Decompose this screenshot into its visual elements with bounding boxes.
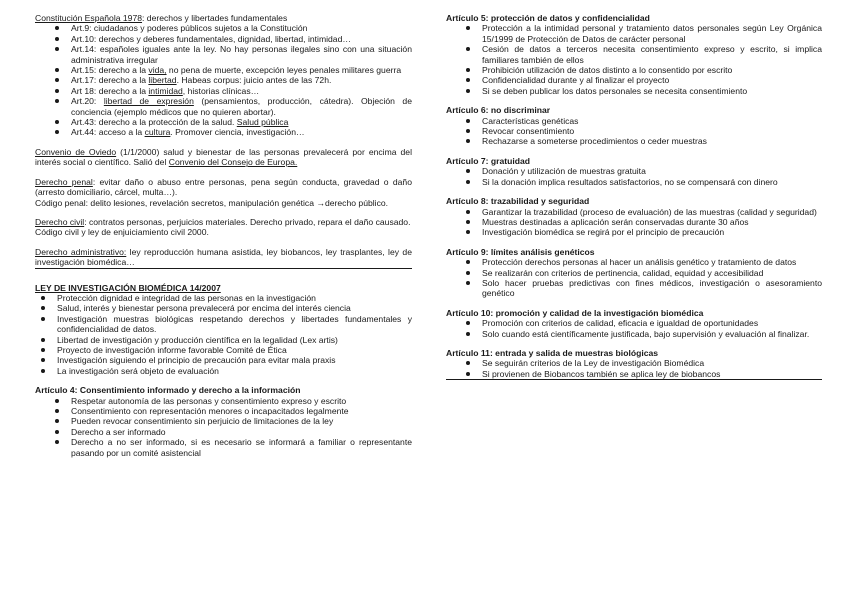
art10-section [446, 308, 822, 339]
art6-section [446, 105, 822, 147]
ley-list [35, 293, 412, 376]
list-item: Investigación biomédica se regirá por el principio de precaución [446, 227, 822, 237]
art4-section [35, 385, 412, 458]
list-item: Protección a la intimidad personal y tratamiento datos personales según Ley Orgánica 15/1999 de Protección de Datos de carácter personal [446, 23, 822, 44]
list-item: Confidencialidad durante y al finalizar el proyecto [446, 75, 822, 85]
art8-list [446, 207, 822, 238]
list-item: Si la donación implica resultados satisfactorios, no se compensará con dinero [446, 177, 822, 187]
right-column [446, 13, 822, 380]
list-item: Respetar autonomía de las personas y consentimiento expreso y escrito [35, 396, 412, 406]
list-item: La investigación será objeto de evaluación [35, 366, 412, 376]
list-item: Art.44: acceso a la cultura. Promover ciencia, investigación… [35, 127, 412, 137]
list-item: Art.15: derecho a la vida, no pena de muerte, excepción leyes penales militares guerra [35, 65, 412, 75]
list-item: Investigación muestras biológicas respetando derechos y libertades fundamentales y confidencialidad de datos. [35, 314, 412, 335]
list-item: Revocar consentimiento [446, 126, 822, 136]
art8-title: Artículo 8: trazabilidad y seguridad [446, 196, 590, 207]
list-item: Pueden revocar consentimiento sin perjuicio de limitaciones de la ley [35, 416, 412, 426]
list-item: Libertad de investigación y producción científica en la legalidad (Lex artis) [35, 335, 412, 345]
administrativo-paragraph: Derecho administrativo: ley reproducción humana asistida, ley biobancos, ley trasplantes, ley de investigación biomédica… [35, 246, 412, 268]
list-item: Derecho a no ser informado, si es necesario se informará a familiar o representante pasando por un comité asistencial [35, 437, 412, 458]
list-item: Si provienen de Biobancos también se aplica ley de biobancos [446, 369, 822, 380]
list-item: Art.10: derechos y deberes fundamentales, dignidad, libertad, intimidad… [35, 34, 412, 44]
art7-section [446, 156, 822, 187]
art4-list [35, 396, 412, 458]
administrativo-section [35, 247, 412, 269]
art11-title: Artículo 11: entrada y salida de muestras biológicas [446, 347, 659, 358]
oviedo-paragraph: Convenio de Oviedo (1/1/2000) salud y bienestar de las personas prevalecerá por encima del interés social o científico. Salió del Convenio del Consejo de Europa. [35, 146, 412, 168]
art6-title: Artículo 6: no discriminar [446, 105, 551, 116]
list-item: Se seguirán criterios de la Ley de investigación Biomédica [446, 358, 822, 368]
list-item: Solo hacer pruebas predictivas con fines médicos, investigación o asesoramiento genético [446, 278, 822, 299]
list-item: Solo cuando está científicamente justificada, bajo supervisión y evaluación al finalizar. [446, 329, 822, 339]
art10-title: Artículo 10: promoción y calidad de la investigación biomédica [446, 307, 704, 318]
list-item: Salud, interés y bienestar persona prevalecerá por encima del interés ciencia [35, 303, 412, 313]
list-item: Art.43: derecho a la protección de la salud. Salud pública [35, 117, 412, 127]
art9-section [446, 247, 822, 299]
art11-list [446, 358, 822, 380]
penal-paragraph: Derecho penal: evitar daño o abuso entre personas, pena según conducta, gravedad o daño (arresto domiciliario, cárcel, multa…). [35, 176, 412, 198]
list-item: Características genéticas [446, 116, 822, 126]
left-column [35, 13, 412, 458]
list-item: Donación y utilización de muestras gratuita [446, 166, 822, 176]
art5-title: Artículo 5: protección de datos y confidencialidad [446, 13, 650, 23]
list-item: Consentimiento con representación menores o incapacitados legalmente [35, 406, 412, 416]
constitucion-subtitle: : derechos y libertades fundamentales [142, 13, 288, 23]
list-item: Se realizarán con criterios de pertinencia, calidad, equidad y accesibilidad [446, 268, 822, 278]
art8-section [446, 196, 822, 238]
penal-section [35, 177, 412, 208]
list-item: Cesión de datos a terceros necesita consentimiento expreso y escrito, si implica familiares también de ellos [446, 44, 822, 65]
penal-code: Código penal: delito lesiones, revelación secretos, manipulación genética →derecho público. [35, 197, 389, 208]
art5-list [446, 23, 822, 96]
art4-title: Artículo 4: Consentimiento informado y derecho a la información [35, 385, 301, 396]
art5-section [446, 13, 822, 96]
list-item: Protección derechos personas al hacer un análisis genético y tratamiento de datos [446, 257, 822, 267]
list-item: Prohibición utilización de datos distinto a lo consentido por escrito [446, 65, 822, 75]
list-item: Derecho a ser informado [35, 427, 412, 437]
list-item: Art.17: derecho a la libertad. Habeas corpus: juicio antes de las 72h. [35, 75, 412, 85]
list-item: Art 18: derecho a la intimidad, historias clínicas… [35, 86, 412, 96]
list-item: Promoción con criterios de calidad, eficacia e igualdad de oportunidades [446, 318, 822, 328]
constitucion-heading [35, 13, 412, 23]
ley-section [35, 283, 412, 377]
constitucion-section [35, 13, 412, 138]
ley-title: LEY DE INVESTIGACIÓN BIOMÉDICA 14/2007 [35, 282, 221, 293]
list-item: Garantizar la trazabilidad (proceso de evaluación) de las muestras (calidad y seguridad) [446, 207, 822, 217]
list-item: Proyecto de investigación informe favorable Comité de Ética [35, 345, 412, 355]
art11-section [446, 348, 822, 380]
art9-list [446, 257, 822, 299]
list-item: Investigación siguiendo el principio de precaución para evitar mala praxis [35, 355, 412, 365]
oviedo-section [35, 147, 412, 168]
list-item: Muestras destinadas a aplicación serán conservadas durante 30 años [446, 217, 822, 227]
art9-title: Artículo 9: límites análisis genéticos [446, 246, 595, 257]
list-item: Art.14: españoles iguales ante la ley. No hay personas ilegales sino con una situación administrativa irregular [35, 44, 412, 65]
list-item: Protección dignidad e integridad de las personas en la investigación [35, 293, 412, 303]
art7-list [446, 166, 822, 187]
constitucion-title: Constitución Española 1978 [35, 13, 143, 23]
civil-code: Código civil y ley de enjuiciamiento civil 2000. [35, 227, 209, 238]
list-item: Rechazarse a someterse procedimientos o ceder muestras [446, 136, 822, 146]
art7-title: Artículo 7: gratuidad [446, 155, 531, 166]
constitucion-list [35, 23, 412, 137]
list-item: Art.20: libertad de expresión (pensamientos, producción, cátedra). Objeción de conciencia (ejemplo médicos que no quieren abortar). [35, 96, 412, 117]
list-item: Si se deben publicar los datos personales se necesita consentimiento [446, 86, 822, 96]
civil-paragraph: Derecho civil: contratos personas, perjuicios materiales. Derecho privado, repara el daño causado. [35, 216, 411, 227]
art10-list [446, 318, 822, 339]
civil-section [35, 217, 412, 238]
list-item: Art.9: ciudadanos y poderes públicos sujetos a la Constitución [35, 23, 412, 33]
art6-list [446, 116, 822, 147]
